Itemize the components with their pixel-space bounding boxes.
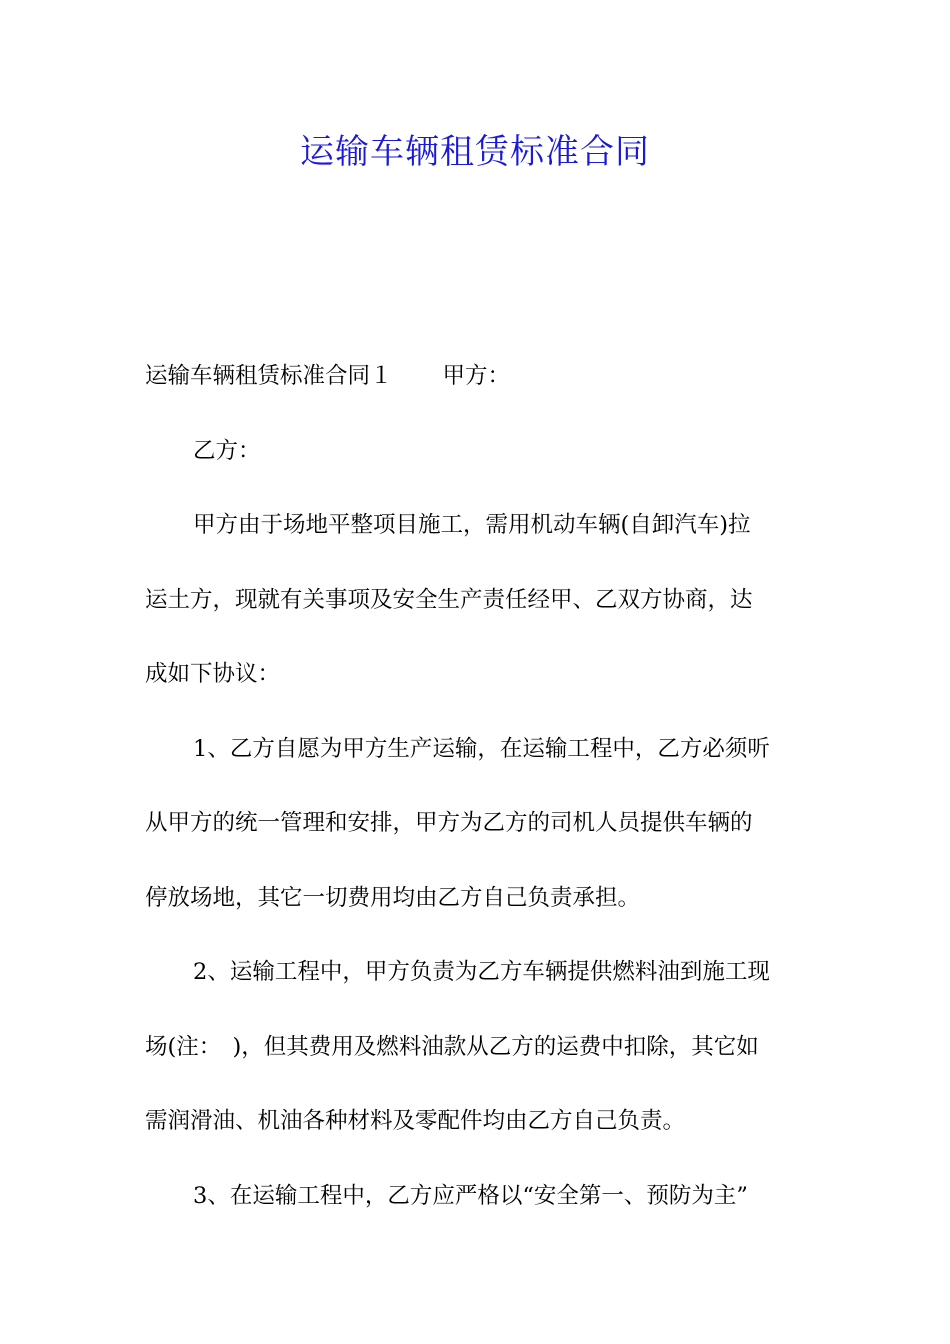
document-title: 运输车辆租赁标准合同 — [300, 132, 650, 172]
paragraph-line: 成如下协议： — [145, 661, 281, 687]
clause-3-line: 3、在运输工程中，乙方应严格以“安全第一、预防为主” — [193, 1182, 748, 1209]
paragraph-line: 甲方由于场地平整项目施工，需用机动车辆(自卸汽车)拉 — [193, 512, 751, 538]
paragraph-line: 运土方，现就有关事项及安全生产责任经甲、乙双方协商，达 — [145, 586, 753, 613]
party-b-label: 乙方： — [193, 437, 261, 464]
document-body — [145, 339, 807, 1233]
clause-1-line: 1、乙方自愿为甲方生产运输，在运输工程中，乙方必须听 — [193, 735, 770, 762]
clause-2-line: 需润滑油、机油各种材料及零配件均由乙方自己负责。 — [145, 1108, 686, 1134]
clause-1-line: 从甲方的统一管理和安排，甲方为乙方的司机人员提供车辆的 — [145, 810, 753, 836]
contract-subtitle: 运输车辆租赁标准合同１ — [145, 363, 393, 389]
clause-2-line: 2、运输工程中，甲方负责为乙方车辆提供燃料油到施工现 — [193, 959, 770, 985]
party-a-label: 甲方： — [442, 363, 511, 389]
clause-1-line: 停放场地，其它一切费用均由乙方自己负责承担。 — [145, 884, 641, 911]
contract-heading-line — [145, 339, 807, 414]
clause-2-line: 场(注： )，但其费用及燃料油款从乙方的运费中扣除，其它如 — [145, 1033, 759, 1060]
